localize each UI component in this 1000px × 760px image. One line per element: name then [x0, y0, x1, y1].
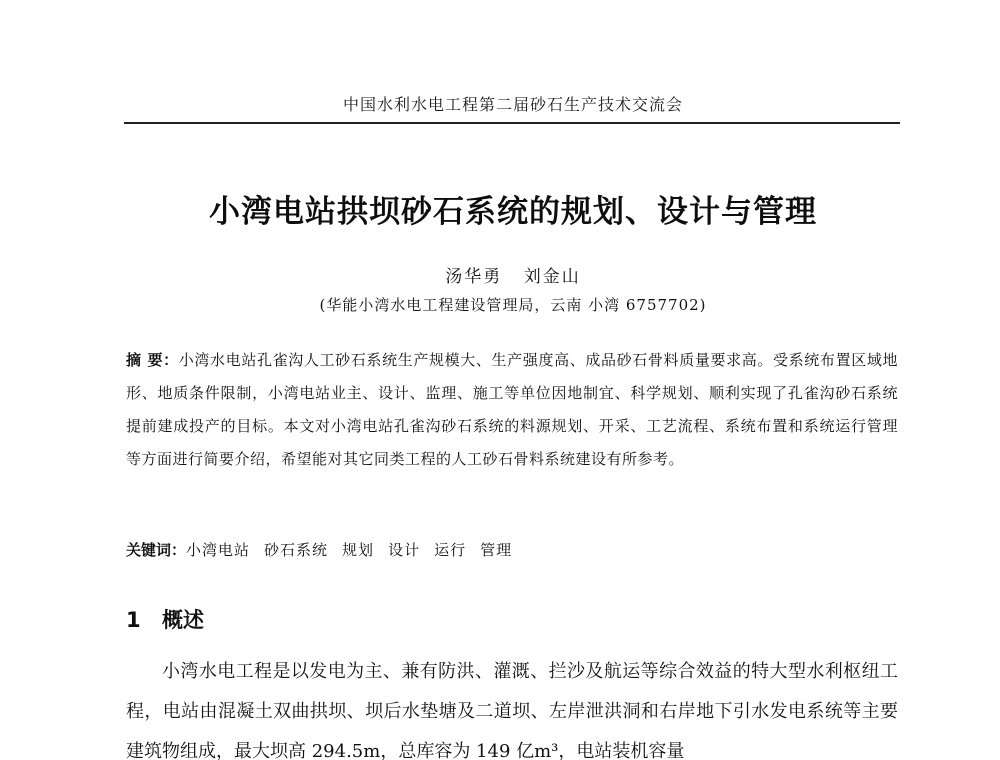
paper-title: 小湾电站拱坝砂石系统的规划、设计与管理 — [209, 194, 817, 230]
keywords-label: 关键词： — [126, 541, 187, 559]
abstract-label: 摘 要： — [126, 351, 179, 369]
keyword: 设计 — [388, 541, 421, 559]
header-rule — [124, 122, 900, 124]
keyword: 小湾电站 — [186, 541, 251, 559]
affiliation: (华能小湾水电工程建设管理局，云南 小湾 6757702) — [319, 296, 707, 314]
body-paragraph: 小湾水电工程是以发电为主、兼有防洪、灌溉、拦沙及航运等综合效益的特大型水利枢纽工程，电站由混凝土双曲拱坝、坝后水垫塘及二道坝、左岸泄洪洞和右岸地下引水发电系统等主要建筑物组成，最大坝高 294.5m，总库容为 149 亿m³，电站装机容量 — [126, 661, 898, 760]
section-heading — [126, 604, 526, 634]
keyword: 规划 — [342, 541, 375, 559]
running-header: 中国水利水电工程第二届砂石生产技术交流会 — [342, 95, 683, 114]
authors: 汤华勇 刘金山 — [445, 267, 581, 287]
section-number: 1 — [126, 608, 141, 632]
keyword: 管理 — [480, 541, 513, 559]
keyword: 运行 — [434, 541, 467, 559]
abstract-text: 小湾水电站孔雀沟人工砂石系统生产规模大、生产强度高、成品砂石骨料质量要求高。受系统布置区域地形、地质条件限制，小湾电站业主、设计、监理、施工等单位因地制宜、科学规划、顺利实现了孔雀沟砂石系统提前建成投产的目标。本文对小湾电站孔雀沟砂石系统的料源规划、开采、工艺流程、系统布置和系统运行管理等方面进行简要介绍，希望能对其它同类工程的人工砂石骨料系统建设有所参考。 — [126, 351, 898, 468]
section-title: 概述 — [162, 608, 204, 632]
keyword: 砂石系统 — [264, 541, 329, 559]
keywords — [126, 538, 898, 562]
abstract — [126, 344, 898, 476]
